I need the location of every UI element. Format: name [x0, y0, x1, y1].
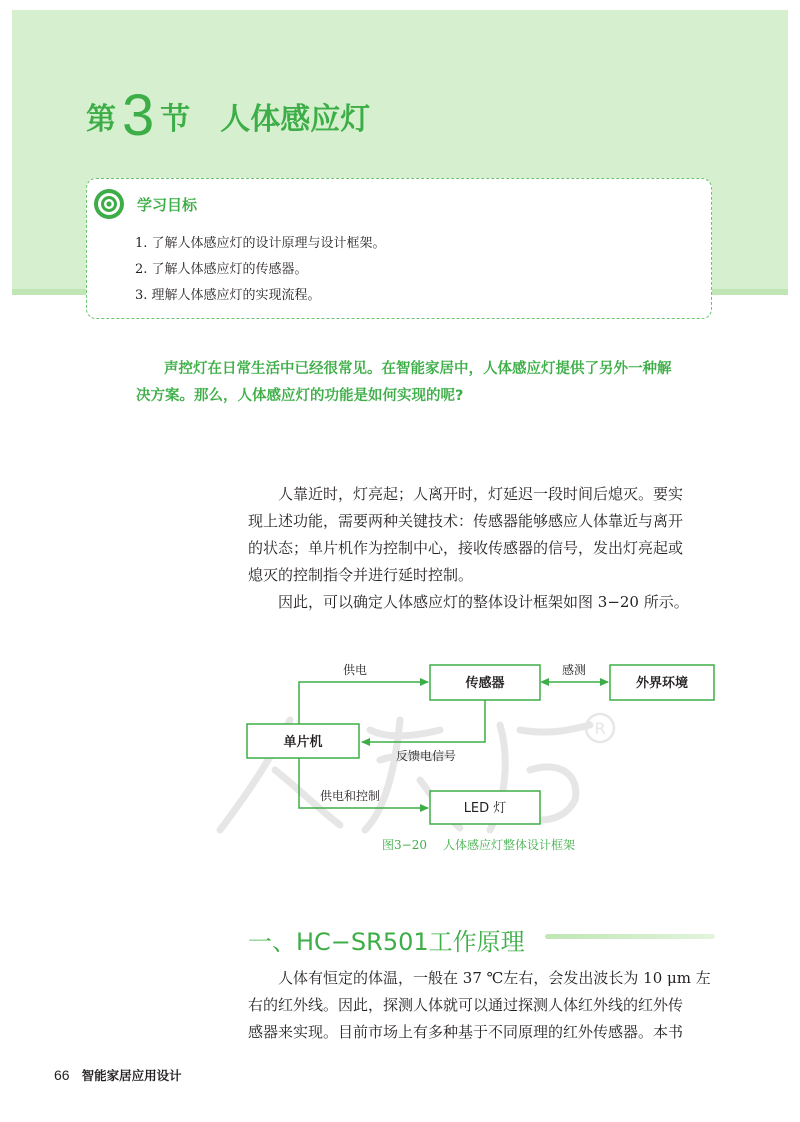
- power-edge-label: 供电: [342, 663, 368, 677]
- intro-line: 声控灯在日常生活中已经很常见。在智能家居中，人体感应灯提供了另外一种解: [164, 361, 672, 377]
- feedback-edge-label: 反馈电信号: [395, 749, 457, 763]
- paragraph-line: 感器来实现。目前市场上有多种基于不同原理的红外传感器。本书: [248, 1023, 684, 1041]
- heading-suffix: 节: [160, 102, 191, 137]
- paragraph-line: 因此，可以确定人体感应灯的整体设计框架如图 3−20 所示。: [278, 593, 689, 611]
- goal-item: 3. 理解人体感应灯的实现流程。: [135, 288, 321, 303]
- book-title: 智能家居应用设计: [81, 1068, 182, 1083]
- figure-caption-text: 人体感应灯整体设计框架: [442, 838, 575, 852]
- sensor-node-label: 传感器: [465, 676, 505, 691]
- figure-number: 图3−20: [382, 838, 427, 852]
- paragraph-line: 人靠近时，灯亮起；人离开时，灯延迟一段时间后熄灭。要实: [278, 485, 684, 503]
- paragraph-1: [248, 481, 716, 589]
- target-icon: [93, 188, 125, 220]
- paragraph-line: 现上述功能，需要两种关键技术：传感器能够感应人体靠近与离开: [248, 512, 684, 530]
- intro-paragraph: [136, 356, 676, 410]
- page-footer: [54, 1066, 182, 1084]
- paragraph-line: 右的红外线。因此，探测人体就可以通过探测人体红外线的红外传: [248, 996, 684, 1014]
- figure-caption: [382, 836, 575, 853]
- paragraph-3: [248, 965, 716, 1046]
- paragraph-line: 熄灭的控制指令并进行延时控制。: [248, 566, 474, 584]
- intro-line: 决方案。那么，人体感应灯的功能是如何实现的呢?: [136, 388, 464, 404]
- learning-goals-label: 学习目标: [137, 195, 198, 214]
- feedback-connector: [362, 700, 485, 742]
- learning-goals-list: [135, 231, 386, 309]
- mcu-node-label: 单片机: [283, 735, 323, 750]
- power-connector: [299, 682, 428, 724]
- paragraph-line: 的状态；单片机作为控制中心，接收传感器的信号，发出灯亮起或: [248, 539, 684, 557]
- goal-item: 1. 了解人体感应灯的设计原理与设计框架。: [135, 236, 386, 251]
- heading-title: 人体感应灯: [220, 102, 371, 137]
- svg-text:R: R: [594, 719, 606, 738]
- power-control-edge-label: 供电和控制: [319, 789, 381, 803]
- section-heading: [86, 83, 371, 148]
- led-node-label: LED 灯: [463, 801, 507, 816]
- sense-edge-label: 感测: [561, 663, 587, 677]
- heading-number: 3: [122, 83, 155, 148]
- heading-prefix: 第: [86, 102, 116, 137]
- page-number: 66: [54, 1067, 70, 1083]
- subsection-title-rule: [545, 934, 715, 939]
- learning-goals-header: [93, 188, 197, 220]
- paragraph-2: [248, 589, 716, 616]
- learning-goals-box: [86, 178, 712, 319]
- env-node-label: 外界环境: [635, 676, 689, 691]
- subsection-title: 一、HC−SR501工作原理: [248, 928, 525, 956]
- goal-item: 2. 了解人体感应灯的传感器。: [135, 262, 308, 277]
- paragraph-line: 人体有恒定的体温，一般在 37 ℃左右，会发出波长为 10 μm 左: [278, 969, 711, 987]
